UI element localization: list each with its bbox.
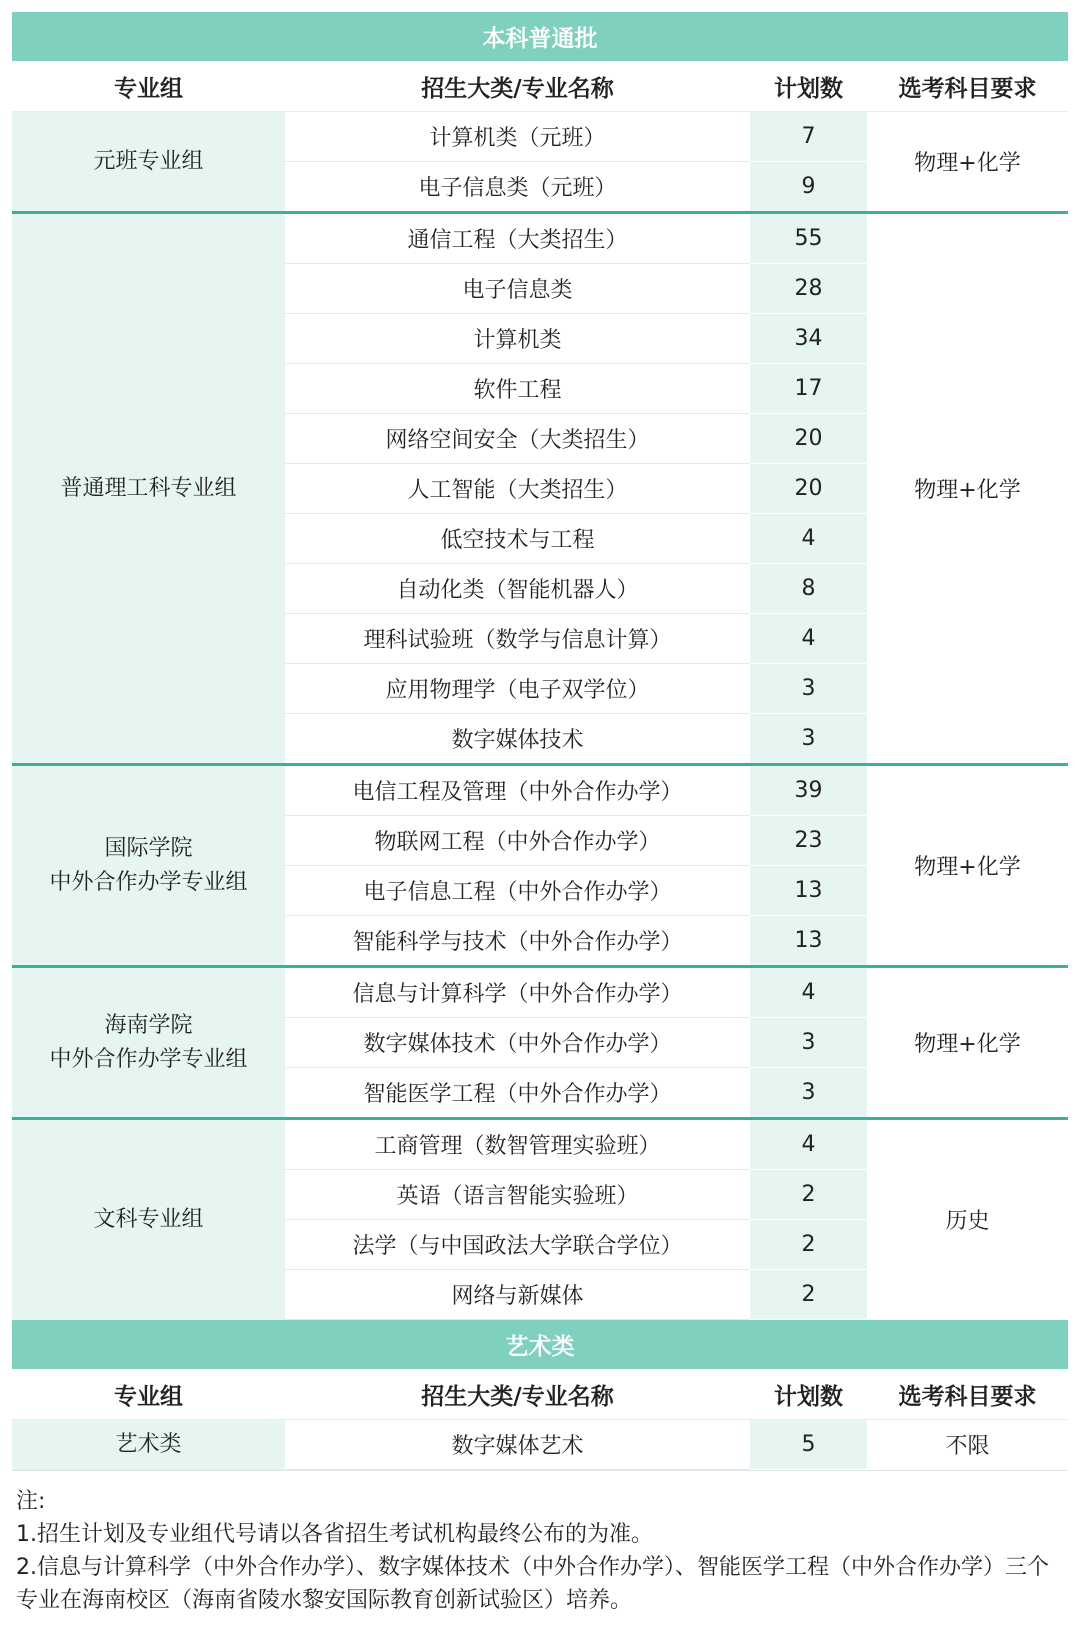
plan-count-cell: 17	[750, 364, 867, 414]
group-header: 专业组	[12, 1369, 285, 1420]
group-name-line: 普通理工科专业组	[60, 475, 237, 501]
subject-requirement-cell: 历史	[867, 1119, 1068, 1320]
plan-count-cell: 2	[750, 1270, 867, 1320]
plan-count-cell: 2	[750, 1220, 867, 1270]
section-banner: 艺术类	[12, 1320, 1068, 1370]
table-row	[12, 765, 1068, 816]
plan-header: 计划数	[750, 61, 867, 112]
group-name-cell	[12, 967, 285, 1119]
group-name-cell	[12, 112, 285, 213]
major-name-cell: 工商管理（数智管理实验班）	[285, 1119, 750, 1170]
major-name-cell: 软件工程	[285, 364, 750, 414]
plan-count-cell: 4	[750, 614, 867, 664]
major-name-cell: 信息与计算科学（中外合作办学）	[285, 967, 750, 1018]
plan-count-cell: 55	[750, 213, 867, 264]
plan-count-cell: 7	[750, 112, 867, 162]
plan-count-cell: 4	[750, 514, 867, 564]
plan-count-cell: 3	[750, 664, 867, 714]
group-name-cell	[12, 1420, 285, 1470]
enrollment-plan-table	[12, 12, 1068, 1470]
subject-requirement-cell: 不限	[867, 1420, 1068, 1470]
major-name-cell: 电信工程及管理（中外合作办学）	[285, 765, 750, 816]
plan-count-cell: 3	[750, 1018, 867, 1068]
major-name-cell: 应用物理学（电子双学位）	[285, 664, 750, 714]
requirement-header: 选考科目要求	[867, 1369, 1068, 1420]
plan-count-cell: 5	[750, 1420, 867, 1470]
requirement-header: 选考科目要求	[867, 61, 1068, 112]
group-name-cell	[12, 1119, 285, 1320]
plan-header: 计划数	[750, 1369, 867, 1420]
group-header: 专业组	[12, 61, 285, 112]
group-name-cell	[12, 765, 285, 967]
table-row	[12, 967, 1068, 1018]
plan-count-cell: 34	[750, 314, 867, 364]
major-name-cell: 自动化类（智能机器人）	[285, 564, 750, 614]
plan-count-cell: 23	[750, 816, 867, 866]
major-name-cell: 网络与新媒体	[285, 1270, 750, 1320]
plan-count-cell: 3	[750, 714, 867, 765]
plan-count-cell: 28	[750, 264, 867, 314]
group-name-line: 中外合作办学专业组	[49, 1046, 248, 1072]
table-row	[12, 213, 1068, 264]
group-name-cell	[12, 213, 285, 765]
table-row	[12, 1119, 1068, 1170]
group-name-line: 中外合作办学专业组	[49, 869, 248, 895]
plan-count-cell: 13	[750, 916, 867, 967]
notes-block	[12, 1470, 1068, 1627]
major-name-cell: 智能科学与技术（中外合作办学）	[285, 916, 750, 967]
major-name-cell: 网络空间安全（大类招生）	[285, 414, 750, 464]
plan-count-cell: 2	[750, 1170, 867, 1220]
major-name-cell: 计算机类（元班）	[285, 112, 750, 162]
major-name-cell: 电子信息工程（中外合作办学）	[285, 866, 750, 916]
plan-count-cell: 4	[750, 1119, 867, 1170]
note-line: 2.信息与计算科学（中外合作办学）、数字媒体技术（中外合作办学）、智能医学工程（中外合作办学）三个专业在海南校区（海南省陵水黎安国际教育创新试验区）培养。	[16, 1555, 1049, 1613]
plan-count-cell: 20	[750, 464, 867, 514]
section-banner: 本科普通批	[12, 12, 1068, 61]
subject-requirement-cell: 物理+化学	[867, 765, 1068, 967]
plan-count-cell: 8	[750, 564, 867, 614]
group-name-line: 海南学院	[104, 1012, 193, 1038]
plan-count-cell: 13	[750, 866, 867, 916]
major-name-cell: 电子信息类	[285, 264, 750, 314]
enrollment-plan-page	[12, 12, 1068, 1627]
major-name-cell: 理科试验班（数学与信息计算）	[285, 614, 750, 664]
plan-count-cell: 4	[750, 967, 867, 1018]
note-line: 注:	[16, 1489, 46, 1514]
group-name-line: 文科专业组	[93, 1206, 204, 1232]
major-name-cell: 低空技术与工程	[285, 514, 750, 564]
major-name-cell: 电子信息类（元班）	[285, 162, 750, 213]
major-name-cell: 人工智能（大类招生）	[285, 464, 750, 514]
plan-count-cell: 39	[750, 765, 867, 816]
major-header: 招生大类/专业名称	[285, 1369, 750, 1420]
major-name-cell: 数字媒体艺术	[285, 1420, 750, 1470]
plan-count-cell: 3	[750, 1068, 867, 1119]
major-header: 招生大类/专业名称	[285, 61, 750, 112]
major-name-cell: 英语（语言智能实验班）	[285, 1170, 750, 1220]
major-name-cell: 数字媒体技术（中外合作办学）	[285, 1018, 750, 1068]
table-row	[12, 1420, 1068, 1470]
subject-requirement-cell: 物理+化学	[867, 967, 1068, 1119]
group-name-line: 国际学院	[104, 835, 193, 861]
plan-count-cell: 9	[750, 162, 867, 213]
major-name-cell: 法学（与中国政法大学联合学位）	[285, 1220, 750, 1270]
subject-requirement-cell: 物理+化学	[867, 112, 1068, 213]
group-name-line: 艺术类	[115, 1431, 182, 1457]
major-name-cell: 物联网工程（中外合作办学）	[285, 816, 750, 866]
major-name-cell: 智能医学工程（中外合作办学）	[285, 1068, 750, 1119]
plan-count-cell: 20	[750, 414, 867, 464]
table-row	[12, 112, 1068, 162]
group-name-line: 元班专业组	[93, 148, 204, 174]
major-name-cell: 通信工程（大类招生）	[285, 213, 750, 264]
subject-requirement-cell: 物理+化学	[867, 213, 1068, 765]
note-line: 1.招生计划及专业组代号请以各省招生考试机构最终公布的为准。	[16, 1522, 653, 1547]
major-name-cell: 计算机类	[285, 314, 750, 364]
major-name-cell: 数字媒体技术	[285, 714, 750, 765]
